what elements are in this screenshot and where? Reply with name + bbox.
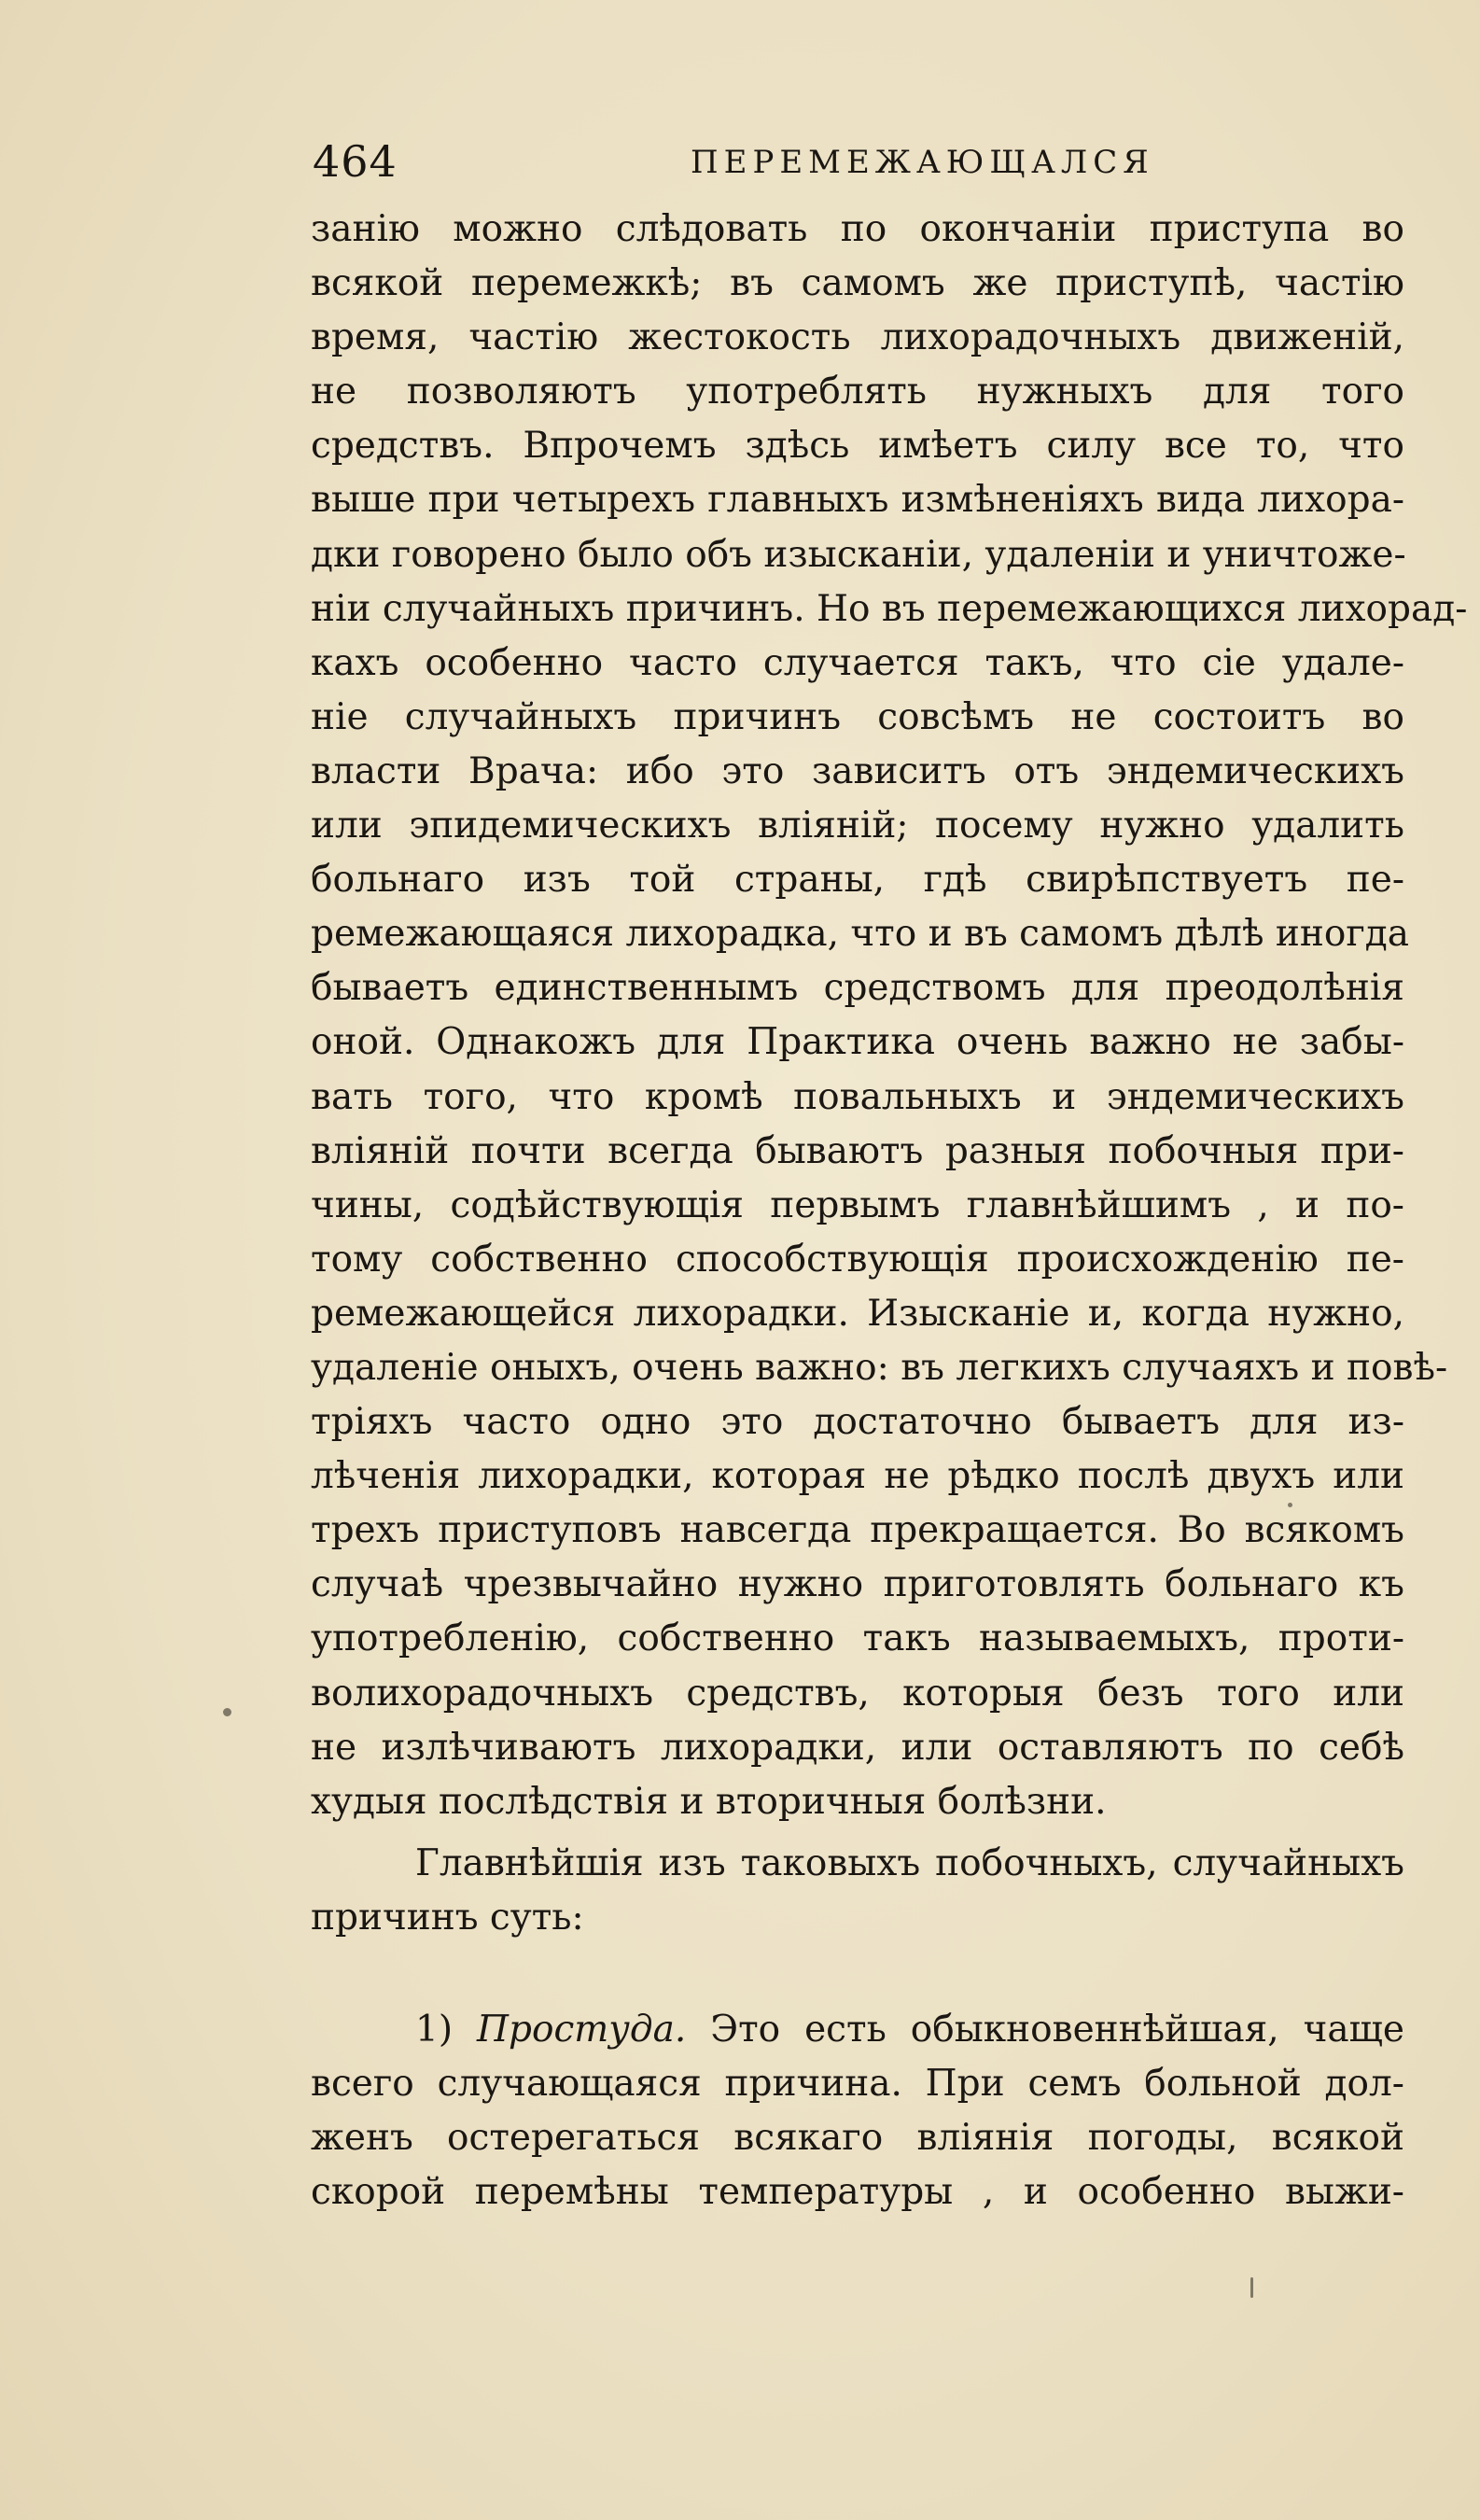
text-line: скорой перемѣны температуры , и особенно выжи- [311, 2171, 1404, 2214]
text-line: время, частію жестокость лихорадочныхъ движеній, [311, 316, 1404, 359]
text-line: удаленіе оныхъ, очень важно: въ легкихъ случаяхъ и повѣ- [311, 1346, 1448, 1389]
text-line: всего случающаяся причина. При семъ больной дол- [311, 2063, 1404, 2106]
text-line: вліяній почти всегда бываютъ разныя побочныя при- [311, 1129, 1404, 1172]
text-line: кахъ особенно часто случается такъ, что сіе удале- [311, 641, 1404, 684]
text-line: чины, содѣйствующія первымъ главнѣйшимъ , и по- [311, 1183, 1404, 1226]
text-line: оной. Однакожъ для Практика очень важно не забы- [311, 1021, 1404, 1064]
text-line: вать того, что кромѣ повальныхъ и эндемическихъ [311, 1075, 1404, 1118]
text-span: Это есть обыкновеннѣйшая, чаще [710, 2009, 1405, 2051]
page-number: 464 [313, 136, 398, 187]
text-line: трехъ приступовъ навсегда прекращается. Во всякомъ [311, 1509, 1404, 1552]
emphasized-term: Простуда. [477, 2009, 687, 2051]
text-line: власти Врача: ибо это зависитъ отъ эндемическихъ [311, 749, 1404, 792]
text-line: средствъ. Впрочемъ здѣсь имѣетъ силу все то, что [311, 425, 1404, 468]
paragraph [311, 203, 1468, 1829]
text-line: худыя послѣдствія и вторичныя болѣзни. [311, 1780, 1107, 1823]
text-line: всякой перемежкѣ; въ самомъ же приступѣ, частію [311, 262, 1404, 305]
text-line: женъ остерегаться всякаго вліянія погоды, всякой [311, 2117, 1404, 2160]
text-line: употребленію, собственно такъ называемыхъ, проти- [311, 1617, 1404, 1660]
text-line: больнаго изъ той страны, гдѣ свирѣпствуетъ пе- [311, 859, 1404, 902]
text-line: ніе случайныхъ причинъ совсѣмъ не состоитъ во [311, 695, 1404, 738]
text-line: дки говорено было объ изысканіи, удаленіи и уничтоже- [311, 533, 1406, 576]
text-line: волихорадочныхъ средствъ, которыя безъ того или [311, 1672, 1404, 1715]
text-line: занію можно слѣдовать по окончаніи приступа во [311, 208, 1404, 250]
ink-speck [1288, 1503, 1292, 1507]
ink-speck [1250, 2277, 1253, 2298]
text-line: ремежающаяся лихорадка, что и въ самомъ дѣлѣ иногда [311, 913, 1410, 956]
running-title: ПЕРЕМЕЖАЮЩАЛСЯ [691, 144, 1154, 181]
text-line: лѣченія лихорадки, которая не рѣдко послѣ двухъ или [311, 1455, 1404, 1498]
list-number: 1) [415, 2009, 454, 2051]
text-line: Главнѣйшія изъ таковыхъ побочныхъ, случайныхъ [415, 1841, 1404, 1884]
text-line: ніи случайныхъ причинъ. Но въ перемежающихся лихорад- [311, 587, 1468, 630]
text-line: выше при четырехъ главныхъ измѣненіяхъ вида лихора- [311, 479, 1404, 522]
ink-speck [223, 1708, 231, 1716]
text-line: не излѣчиваютъ лихорадки, или оставляютъ по себѣ [311, 1726, 1404, 1769]
text-line: или эпидемическихъ вліяній; посему нужно удалить [311, 805, 1404, 847]
text-line [311, 2003, 1404, 2057]
text-line: тому собственно способствующія происхожденію пе- [311, 1238, 1404, 1281]
text-line: не позволяютъ употреблять нужныхъ для того [311, 371, 1404, 413]
paragraph [311, 2003, 1404, 2219]
text-line: случаѣ чрезвычайно нужно приготовлять больнаго къ [311, 1563, 1404, 1606]
paragraph [311, 1837, 1404, 1945]
body-text [311, 203, 1468, 2219]
text-line: тріяхъ часто одно это достаточно бываетъ для из- [311, 1401, 1404, 1444]
text-line: причинъ суть: [311, 1896, 584, 1939]
text-line: ремежающейся лихорадки. Изысканіе и, когда нужно, [311, 1292, 1404, 1335]
text-line: бываетъ единственнымъ средствомъ для преодолѣнія [311, 967, 1404, 1010]
